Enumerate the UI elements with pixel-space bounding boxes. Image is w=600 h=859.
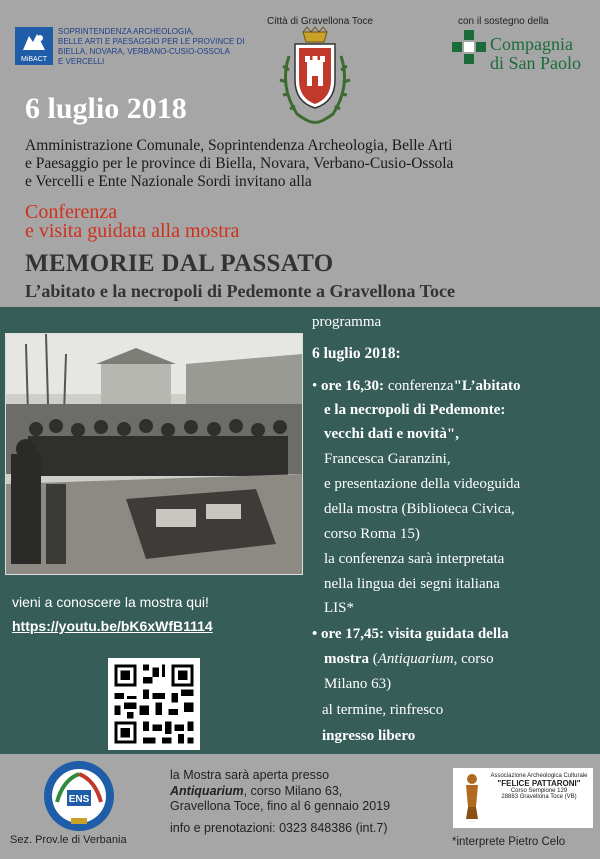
talk-title: "L’abitato — [453, 378, 521, 394]
interpreter-note: *interprete Pietro Celo — [452, 836, 566, 848]
association-name: "FELICE PATTARONI" — [497, 779, 581, 788]
soprintendenza-line: E VERCELLI — [58, 57, 105, 66]
ens-logo-label: ENS — [68, 794, 90, 805]
program-text — [312, 312, 597, 752]
invitation-line: e Paesaggio per le province di Biella, Novara, Verbano-Cusio-Ossola — [25, 155, 454, 172]
soprintendenza-line: BIELLA, NOVARA, VERBANO-CUSIO-OSSOLA — [58, 47, 230, 56]
program-time: ore 17,45: visita guidata della — [321, 626, 509, 642]
program-line-text: , corso — [453, 651, 494, 667]
soprintendenza-line: BELLE ARTI E PAESAGGIO PER LE PROVINCE DI — [58, 37, 245, 46]
association-line: 28883 Gravellona Toce (VB) — [501, 794, 577, 800]
conference-line: Conferenza — [25, 201, 118, 223]
sponsor-name — [490, 35, 581, 73]
program-line-text: nella lingua dei segni italiana — [324, 576, 500, 592]
venue-name: Antiquarium — [170, 783, 244, 798]
exhibition-title: MEMORIE DAL PASSATO — [25, 250, 334, 277]
program-line-bold: mostra — [324, 651, 369, 667]
invitation-line: e Vercelli e Ente Nazionale Sordi invitano alla — [25, 173, 312, 190]
video-invite-label: vieni a conoscere la mostra qui! — [12, 594, 209, 610]
compagnia-san-paolo-icon — [452, 30, 486, 64]
soprintendenza-text — [58, 27, 248, 67]
info-line: la Mostra sarà aperta presso — [170, 768, 330, 782]
sponsor-title: con il sostegno della — [458, 16, 549, 27]
info-line-text: , corso Milano 63, — [243, 783, 343, 798]
program-date: 6 luglio 2018: — [312, 345, 401, 362]
mibact-logo — [15, 27, 53, 65]
soprintendenza-line: SOPRINTENDENZA ARCHEOLOGIA, — [58, 27, 195, 36]
association-line: Associazione Archeologica Culturale — [490, 773, 588, 779]
bullet: • — [312, 626, 318, 642]
sponsor-name-line: Compagnia — [490, 34, 573, 54]
program-line-text: Milano 63) — [324, 676, 392, 692]
program-line — [312, 624, 509, 644]
info-line — [170, 784, 455, 800]
invitation-line: Amministrazione Comunale, Soprintendenza Archeologia, Belle Arti — [25, 137, 453, 154]
program-line-text: ( — [369, 651, 378, 667]
venue-name: Antiquarium — [377, 651, 454, 667]
ens-logo-icon — [43, 760, 115, 832]
program-line-text: corso Roma 15) — [324, 526, 420, 542]
mibact-logo-label: MiBACT — [20, 56, 48, 63]
ens-section: Sez. Prov.le di Verbania — [10, 834, 127, 846]
program-line-text: conferenza — [384, 378, 454, 394]
exhibition-subtitle: L’abitato e la necropoli di Pedemonte a Gravellona Toce — [25, 281, 455, 301]
program-line — [312, 376, 521, 396]
program-line-text: la conferenza sarà interpretata — [324, 551, 505, 567]
conference-heading — [25, 203, 425, 241]
city-title: Città di Gravellona Toce — [267, 16, 373, 27]
excavation-photo — [5, 333, 303, 575]
talk-title: e la necropoli di Pedemonte: — [324, 402, 506, 418]
association-logo — [453, 768, 593, 828]
free-entry: ingresso libero — [322, 728, 416, 744]
conference-line: e visita guidata alla mostra — [25, 220, 240, 242]
city-crest-icon — [275, 26, 355, 126]
talk-title: vecchi dati e novità", — [324, 426, 459, 442]
program-heading: programma — [312, 314, 382, 330]
video-link[interactable]: https://youtu.be/bK6xWfB1114 — [12, 618, 213, 634]
program-line-text: e presentazione della videoguida — [324, 476, 521, 492]
bullet: • — [312, 378, 318, 394]
booking-info: info e prenotazioni: 0323 848386 (int.7) — [170, 820, 388, 835]
program-line — [324, 649, 494, 669]
event-date-heading: 6 luglio 2018 — [25, 92, 187, 125]
association-line: Corso Sempione 129 — [510, 788, 568, 794]
sponsor-name-line: di San Paolo — [490, 53, 582, 73]
invitation-text — [25, 137, 585, 191]
program-line-text: LIS* — [324, 600, 354, 616]
speaker-name: Francesca Garanzini, — [324, 451, 451, 467]
program-time: ore 16,30: — [321, 378, 385, 394]
program-line-text: della mostra (Biblioteca Civica, — [324, 501, 515, 517]
mibact-emblem-icon — [21, 32, 47, 52]
program-line-text: al termine, rinfresco — [322, 702, 444, 718]
statuette-icon — [459, 772, 485, 824]
qr-code-icon[interactable] — [108, 658, 200, 750]
info-line: Gravellona Toce, fino al 6 gennaio 2019 — [170, 799, 391, 813]
exhibition-info — [170, 768, 455, 836]
